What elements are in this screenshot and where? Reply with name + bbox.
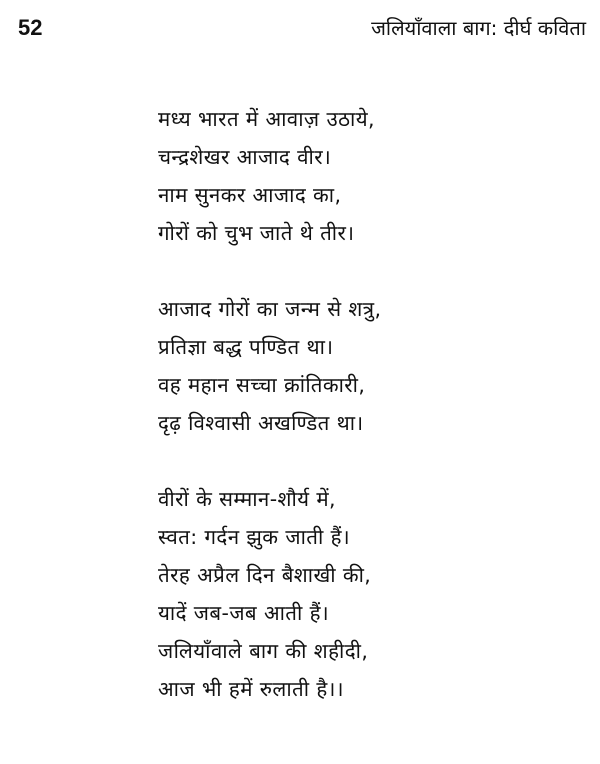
stanza-1 [158,100,578,252]
poem-line: नाम सुनकर आजाद का, [158,183,342,207]
poem-line: प्रतिज्ञा बद्ध पण्डित था। [158,335,334,359]
poem-line: दृढ़ विश्वासी अखण्डित था। [158,411,364,435]
poem-line: वीरों के सम्मान-शौर्य में, [158,487,336,511]
page-header [18,14,586,48]
poem-line: तेरह अप्रैल दिन बैशाखी की, [158,563,372,587]
poem-line: स्वत: गर्दन झुक जाती हैं। [158,525,351,549]
poem-line: वह महान सच्चा क्रांतिकारी, [158,373,366,397]
running-title: जलियाँवाला बाग: दीर्घ कविता [371,16,586,40]
poem-line: जलियाँवाले बाग की शहीदी, [158,639,369,663]
stanza-2 [158,290,578,442]
stanza-3 [158,480,578,708]
page-number: 52 [18,15,43,40]
poem-line: गोरों को चुभ जाते थे तीर। [158,221,355,245]
poem [158,100,578,708]
poem-line: आजाद गोरों का जन्म से शत्रु, [158,297,382,321]
poem-line: आज भी हमें रुलाती है।। [158,677,344,701]
poem-line: मध्य भारत में आवाज़ उठाये, [158,107,375,131]
poem-line: यादें जब-जब आती हैं। [158,601,330,625]
poem-line: चन्द्रशेखर आजाद वीर। [158,145,332,169]
